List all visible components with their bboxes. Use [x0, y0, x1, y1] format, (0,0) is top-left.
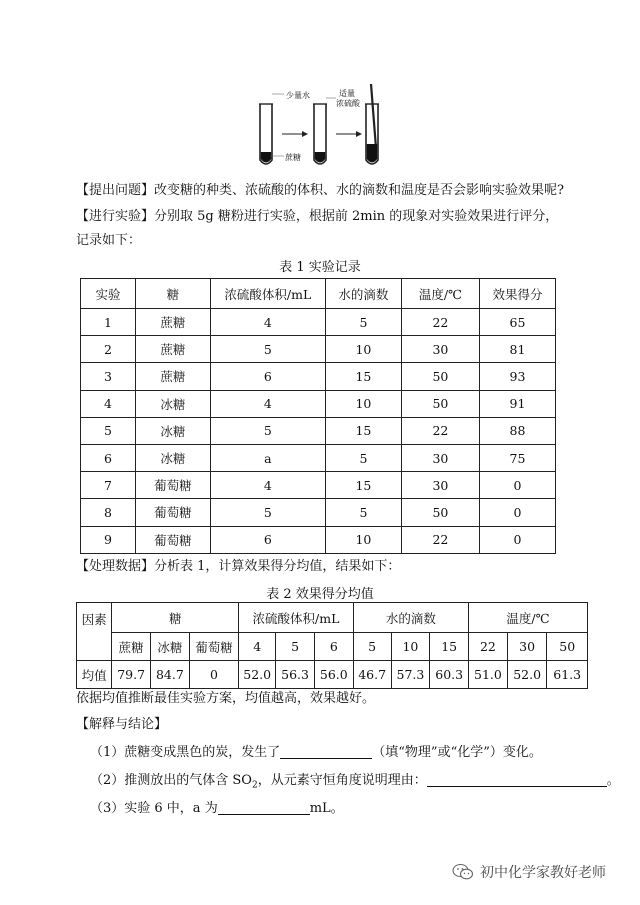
- table1-cell: 22: [401, 417, 479, 444]
- table1-cell: 6: [210, 363, 325, 390]
- table2-mean-cell: 51.0: [469, 661, 508, 689]
- q2-answer-blank[interactable]: [427, 773, 607, 787]
- figure-label-acid: 浓硫酸: [336, 99, 360, 108]
- table1-cell: 10: [325, 390, 401, 417]
- table1-cell: 5: [325, 499, 401, 526]
- table1-cell: 88: [479, 417, 555, 444]
- table1-header-cell: 糖: [135, 279, 210, 309]
- table1-cell: a: [210, 444, 325, 471]
- table2-sub-header: 冰糖: [151, 633, 190, 661]
- table1-cell: 0: [479, 526, 555, 553]
- watermark: [452, 862, 606, 882]
- experiment-tag: 【进行实验】: [76, 209, 155, 224]
- table1-cell: 93: [479, 363, 555, 390]
- q2-prefix: （2）推测放出的气体含 SO: [90, 773, 252, 788]
- table2-mean-scores: [76, 602, 588, 689]
- table1-cell: 4: [81, 390, 136, 417]
- watermark-text: 初中化学家教好老师: [480, 865, 606, 881]
- table2-sub-header: 30: [507, 633, 547, 661]
- question-tag: 【提出问题】: [76, 183, 155, 198]
- figure-label-sugar: 蔗糖: [285, 153, 301, 162]
- table-row: [81, 526, 556, 553]
- table1-cell: 冰糖: [135, 390, 210, 417]
- q1-suffix: （填“物理”或“化学”）变化。: [372, 745, 542, 760]
- question-2: [90, 772, 620, 795]
- q2-end: 。: [606, 773, 620, 788]
- table1-cell: 30: [401, 444, 479, 471]
- table2-mean-cell: 52.0: [239, 661, 276, 689]
- table1-cell: 蔗糖: [135, 309, 210, 336]
- table1-cell: 65: [479, 309, 555, 336]
- table1-cell: 9: [81, 526, 136, 553]
- table1-cell: 50: [401, 499, 479, 526]
- table-row: [81, 390, 556, 417]
- table1-cell: 葡萄糖: [135, 499, 210, 526]
- table2-group-header: 浓硫酸体积/mL: [239, 603, 353, 633]
- table2-group-header: 温度/℃: [469, 603, 588, 633]
- test-tube-1: [259, 104, 273, 164]
- table1-header-cell: 实验: [81, 279, 136, 309]
- experiment-figure: [250, 82, 400, 172]
- table1-cell: 30: [401, 336, 479, 363]
- table2-sub-row: [77, 633, 588, 661]
- table1-cell: 5: [210, 417, 325, 444]
- table2-mean-cell: 52.0: [507, 661, 547, 689]
- table2-sub-header: 15: [430, 633, 469, 661]
- table2-mean-cell: 79.7: [112, 661, 151, 689]
- table2-mean-cell: 56.0: [314, 661, 353, 689]
- process-tag: 【处理数据】: [76, 559, 155, 574]
- arrow-icon: [336, 131, 362, 137]
- wechat-icon: [452, 863, 474, 881]
- table1-cell: 6: [210, 526, 325, 553]
- table1-cell: 30: [401, 472, 479, 499]
- q3-prefix: （3）实验 6 中，a 为: [90, 801, 218, 816]
- table2-sub-header: 5: [353, 633, 391, 661]
- table1-cell: 50: [401, 390, 479, 417]
- table1-cell: 10: [325, 526, 401, 553]
- table1-cell: 1: [81, 309, 136, 336]
- table2-sub-header: 葡萄糖: [189, 633, 238, 661]
- table2-sub-header: 4: [239, 633, 276, 661]
- table2-group-header: 糖: [112, 603, 239, 633]
- table2-sub-header: 10: [391, 633, 430, 661]
- table-row: [81, 499, 556, 526]
- table1-cell: 5: [81, 417, 136, 444]
- table1-header-cell: 浓硫酸体积/mL: [210, 279, 325, 309]
- table1-cell: 5: [210, 336, 325, 363]
- figure-label-acid: 适量: [339, 89, 355, 98]
- table1-experiment-record: [80, 278, 556, 554]
- q3-answer-blank[interactable]: [218, 801, 310, 815]
- table1-cell: 91: [479, 390, 555, 417]
- experiment-text-2: 记录如下：: [76, 233, 142, 248]
- experiment-paragraph: [76, 208, 558, 226]
- test-tube-3: [365, 84, 379, 164]
- table2-mean-cell: 56.3: [276, 661, 315, 689]
- table2-sub-header: 6: [314, 633, 353, 661]
- table1-cell: 15: [325, 472, 401, 499]
- table2-group-header: 水的滴数: [353, 603, 468, 633]
- table-row: [81, 363, 556, 390]
- table-row: [81, 444, 556, 471]
- table1-cell: 冰糖: [135, 417, 210, 444]
- q1-prefix: （1）蔗糖变成黑色的炭，发生了: [90, 745, 281, 760]
- arrow-icon: [282, 131, 308, 137]
- table1-cell: 0: [479, 472, 555, 499]
- table1-header-row: [81, 279, 556, 309]
- table-row: [77, 661, 588, 689]
- table2-mean-cell: 46.7: [353, 661, 391, 689]
- table1-cell: 8: [81, 499, 136, 526]
- question-1: [90, 744, 542, 762]
- table1-cell: 6: [81, 444, 136, 471]
- q2-subscript: 2: [251, 780, 258, 791]
- table1-cell: 5: [325, 444, 401, 471]
- table1-cell: 5: [325, 309, 401, 336]
- question-text: 改变糖的种类、浓硫酸的体积、水的滴数和温度是否会影响实验效果呢?: [154, 183, 564, 198]
- process-paragraph: [76, 558, 400, 576]
- table2-sub-header: 5: [276, 633, 315, 661]
- table-row: [81, 309, 556, 336]
- table2-title: 表 2 效果得分均值: [266, 587, 374, 602]
- table1-cell: 蔗糖: [135, 336, 210, 363]
- table1-cell: 2: [81, 336, 136, 363]
- table1-cell: 50: [401, 363, 479, 390]
- table1-cell: 22: [401, 309, 479, 336]
- table1-cell: 3: [81, 363, 136, 390]
- table-row: [81, 336, 556, 363]
- table1-cell: 15: [325, 417, 401, 444]
- table1-header-cell: 温度/℃: [401, 279, 479, 309]
- table-row: [81, 472, 556, 499]
- table1-cell: 75: [479, 444, 555, 471]
- q2-middle: ，从元素守恒角度说明理由：: [257, 773, 427, 788]
- table2-sub-header: 22: [469, 633, 508, 661]
- table1-cell: 15: [325, 363, 401, 390]
- experiment-text: 分别取 5g 糖粉进行实验，根据前 2min 的现象对实验效果进行评分，: [154, 209, 559, 224]
- table1-cell: 葡萄糖: [135, 526, 210, 553]
- table1-cell: 81: [479, 336, 555, 363]
- table2-mean-cell: 0: [189, 661, 238, 689]
- q1-answer-blank[interactable]: [280, 745, 372, 759]
- basis-text: 依据均值推断最佳实验方案，均值越高，效果越好。: [76, 691, 376, 706]
- table2-mean-cell: 84.7: [151, 661, 190, 689]
- table2-mean-cell: 60.3: [430, 661, 469, 689]
- table2-mean-cell: 57.3: [391, 661, 430, 689]
- question-3: [90, 800, 344, 818]
- table2-factor-label: 因素: [77, 603, 112, 661]
- table1-cell: 10: [325, 336, 401, 363]
- table1-cell: 5: [210, 499, 325, 526]
- test-tube-2: [313, 104, 327, 164]
- table1-cell: 22: [401, 526, 479, 553]
- table1-header-cell: 效果得分: [479, 279, 555, 309]
- table2-mean-cell: 61.3: [547, 661, 588, 689]
- table1-cell: 葡萄糖: [135, 472, 210, 499]
- table2-group-row: [77, 603, 588, 633]
- table-row: [81, 417, 556, 444]
- table1-cell: 7: [81, 472, 136, 499]
- conclusion-tag: 【解释与结论】: [76, 717, 168, 732]
- question-paragraph: [76, 182, 564, 200]
- figure-label-water: 少量水: [286, 91, 310, 100]
- table2-sub-header: 蔗糖: [112, 633, 151, 661]
- process-text: 分析表 1，计算效果得分均值，结果如下：: [154, 559, 401, 574]
- table1-cell: 蔗糖: [135, 363, 210, 390]
- table2-sub-header: 50: [547, 633, 588, 661]
- table2-mean-label: 均值: [77, 661, 112, 689]
- q3-suffix: mL。: [309, 801, 344, 816]
- table1-cell: 冰糖: [135, 444, 210, 471]
- table1-title: 表 1 实验记录: [279, 260, 361, 275]
- table1-cell: 4: [210, 472, 325, 499]
- table1-cell: 4: [210, 309, 325, 336]
- table1-cell: 4: [210, 390, 325, 417]
- table1-header-cell: 水的滴数: [325, 279, 401, 309]
- table1-cell: 0: [479, 499, 555, 526]
